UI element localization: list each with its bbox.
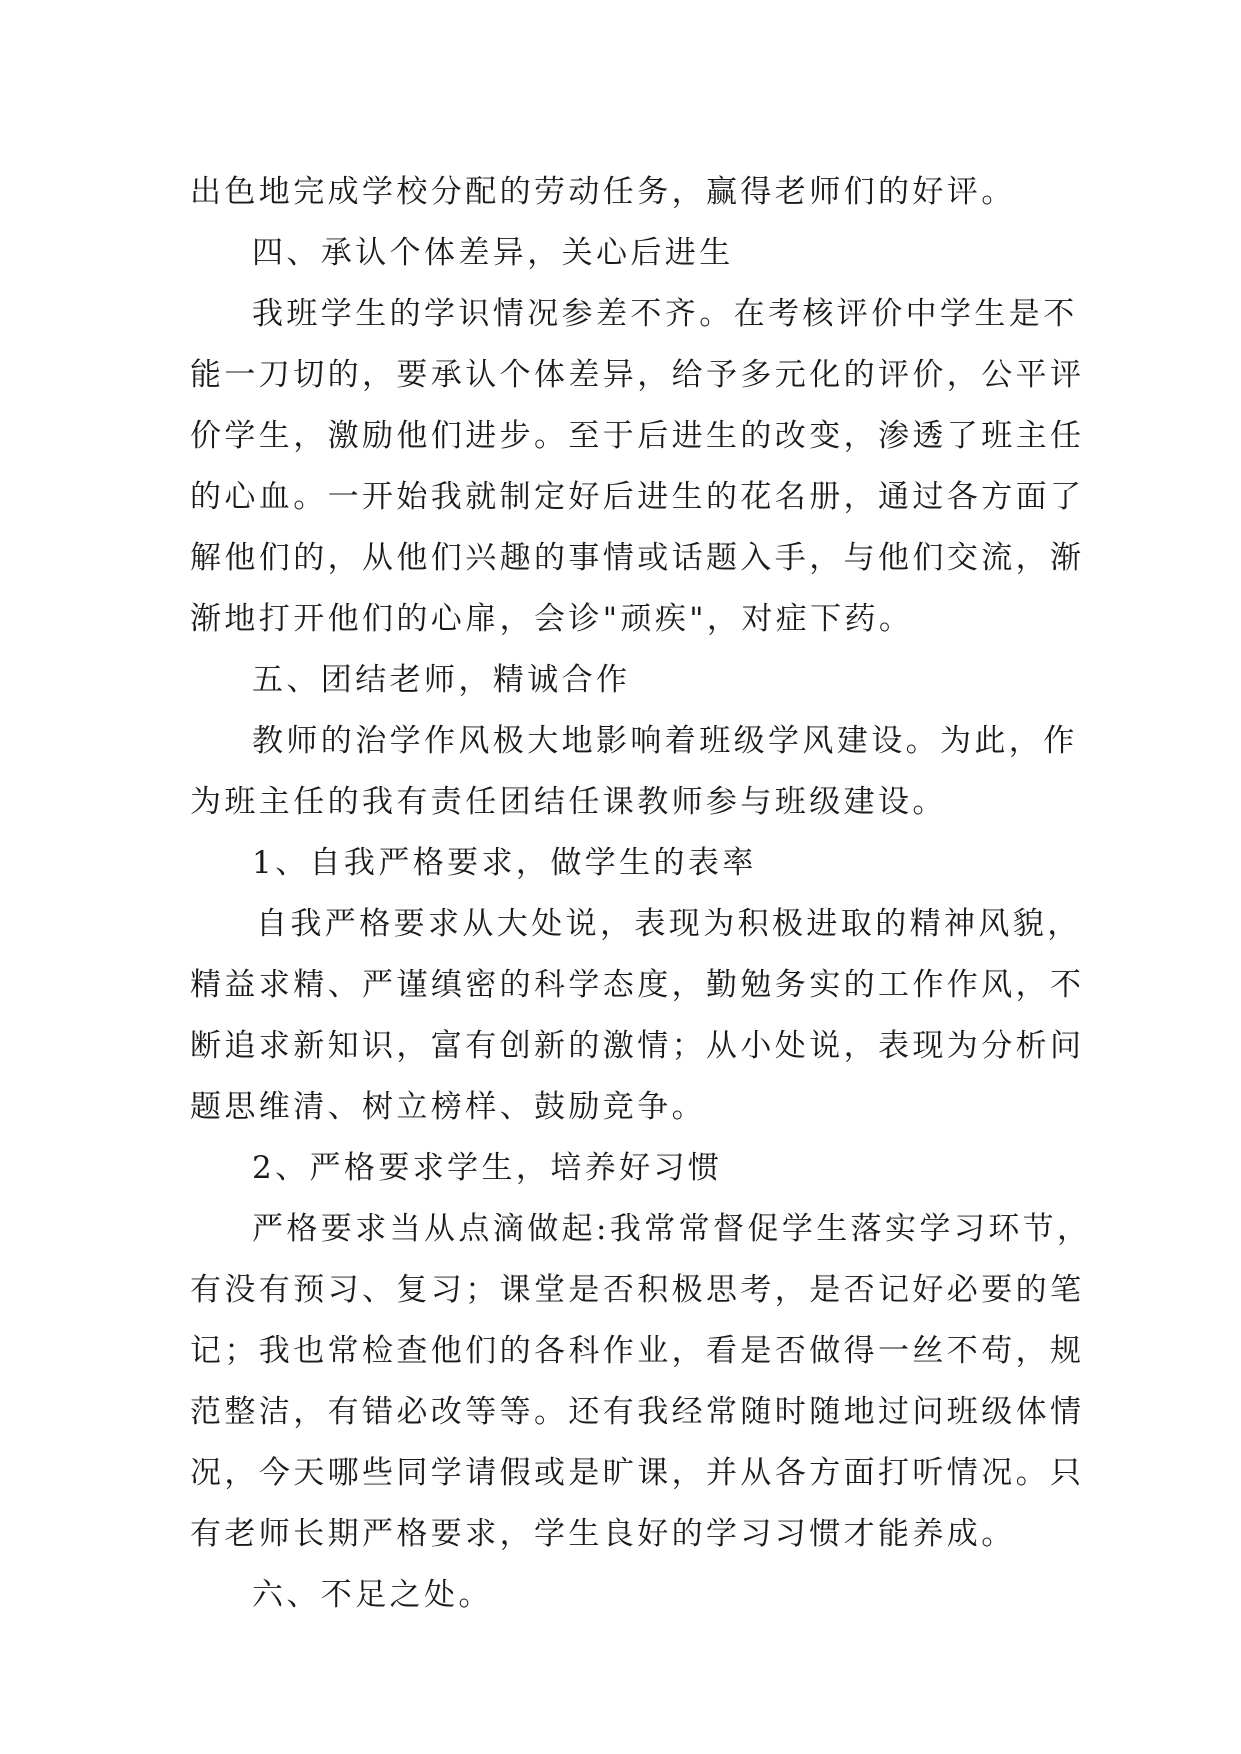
text-line: 题思维清、树立榜样、鼓励竞争。 — [190, 1089, 706, 1125]
section-heading: 四、承认个体差异，关心后进生 — [252, 235, 734, 271]
text-line: 有老师长期严格要求，学生良好的学习习惯才能养成。 — [190, 1516, 1016, 1552]
subsection-heading: 2、严格要求学生，培养好习惯 — [252, 1150, 723, 1186]
text-line: 有没有预习、复习；课堂是否积极思考，是否记好必要的笔 — [190, 1272, 1085, 1308]
text-line: 自我严格要求从大处说，表现为积极进取的精神风貌， — [256, 906, 1082, 942]
text-line: 价学生，激励他们进步。至于后进生的改变，渗透了班主任 — [190, 418, 1085, 454]
text-line: 的心血。一开始我就制定好后进生的花名册，通过各方面了 — [190, 479, 1085, 515]
text-line: 能一刀切的，要承认个体差异，给予多元化的评价，公平评 — [190, 357, 1085, 393]
text-line: 严格要求当从点滴做起:我常常督促学生落实学习环节， — [252, 1211, 1092, 1247]
section-heading: 五、团结老师，精诚合作 — [252, 662, 631, 698]
text-line: 解他们的，从他们兴趣的事情或话题入手，与他们交流，渐 — [190, 540, 1085, 576]
text-line: 记；我也常检查他们的各科作业，看是否做得一丝不苟，规 — [190, 1333, 1085, 1369]
text-line: 为班主任的我有责任团结任课教师参与班级建设。 — [190, 784, 947, 820]
section-heading: 六、不足之处。 — [252, 1577, 493, 1613]
text-line: 范整洁，有错必改等等。还有我经常随时随地过问班级体情 — [190, 1394, 1085, 1430]
text-line: 渐地打开他们的心扉，会诊"顽疾"，对症下药。 — [190, 601, 914, 637]
subsection-heading: 1、自我严格要求，做学生的表率 — [252, 845, 757, 881]
document-body — [190, 162, 1092, 1626]
text-line: 我班学生的学识情况参差不齐。在考核评价中学生是不 — [252, 296, 1078, 332]
text-line: 断追求新知识，富有创新的激情；从小处说，表现为分析问 — [190, 1028, 1085, 1064]
text-line: 出色地完成学校分配的劳动任务，赢得老师们的好评。 — [190, 174, 1016, 210]
text-line: 教师的治学作风极大地影响着班级学风建设。为此，作 — [252, 723, 1078, 759]
text-line: 精益求精、严谨缜密的科学态度，勤勉务实的工作作风，不 — [190, 967, 1085, 1003]
text-line: 况，今天哪些同学请假或是旷课，并从各方面打听情况。只 — [190, 1455, 1085, 1491]
